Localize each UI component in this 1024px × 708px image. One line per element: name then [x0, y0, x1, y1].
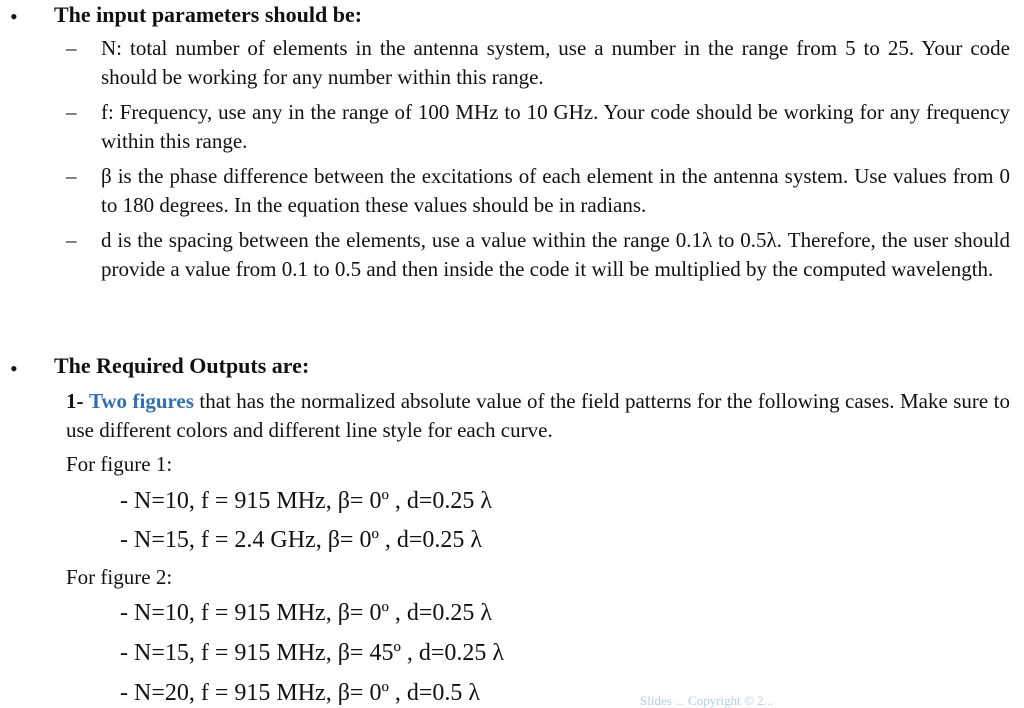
output-number: 1-	[66, 389, 84, 413]
figure-2-label: For figure 2:	[66, 565, 173, 589]
bullet-required-outputs: •	[10, 356, 18, 381]
footer-text: Slides ... Copyright © 2...	[640, 694, 774, 708]
dash-marker: –	[66, 36, 77, 60]
bullet-input-parameters: •	[10, 4, 18, 29]
figure-2-case-1: - N=10, f = 915 MHz, β= 0º , d=0.25 λ	[120, 600, 493, 626]
list-item-text: N: total number of elements in the antenna system, use a number in the range from 5 to 25. Your code should be working for any number within this range.	[101, 36, 1010, 89]
output-1-paragraph	[66, 387, 1010, 445]
output-description: that has the normalized absolute value of the field patterns for the following cases. Make sure to use different colors and different line style for each curve.	[66, 389, 1010, 442]
figure-2-case-3: - N=20, f = 915 MHz, β= 0º , d=0.5 λ	[120, 680, 481, 706]
list-item-text: β is the phase difference between the excitations of each element in the antenna system. Use values from 0 to 180 degrees. In the equation these values should be in radians.	[101, 164, 1010, 217]
list-item-text: d is the spacing between the elements, use a value within the range 0.1λ to 0.5λ. Therefore, the user should provide a value from 0.1 to 0.5 and then inside the code it will be multiplied by the computed wavelength.	[101, 228, 1010, 281]
figure-1-label: For figure 1:	[66, 452, 173, 476]
dash-marker: –	[66, 164, 77, 188]
dash-marker: –	[66, 100, 77, 124]
heading-required-outputs: The Required Outputs are:	[54, 353, 310, 378]
figure-1-case-1: - N=10, f = 915 MHz, β= 0º , d=0.25 λ	[120, 488, 493, 514]
figure-1-case-2: - N=15, f = 2.4 GHz, β= 0º , d=0.25 λ	[120, 527, 483, 553]
heading-input-parameters: The input parameters should be:	[54, 2, 363, 27]
figure-2-case-2: - N=15, f = 915 MHz, β= 45º , d=0.25 λ	[120, 640, 505, 666]
list-item-text: f: Frequency, use any in the range of 100 MHz to 10 GHz. Your code should be working for any frequency within this range.	[101, 100, 1010, 153]
dash-marker: –	[66, 228, 77, 252]
two-figures-link[interactable]: Two figures	[88, 389, 194, 413]
